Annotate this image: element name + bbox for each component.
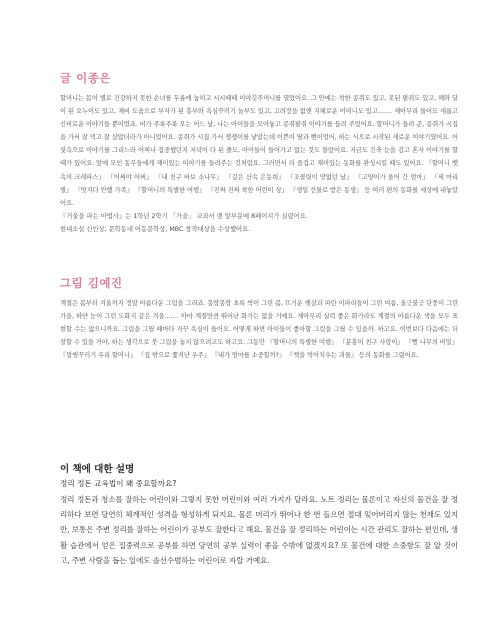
book-description-title: 이 책에 대한 설명 (60, 464, 135, 475)
author-note-textbook: 『거울을 파는 마법사』는 1학년 2학기 「가을」 교과서 맨 앞부분에 8페이지가 실렸어요. (60, 212, 308, 220)
book-description-subtitle: 정리 정돈 교육법이 왜 중요할까요? (60, 479, 177, 488)
illustrator-bio: 계절은 봄부터 겨울까지 정말 아름다운 그림을 그리죠. 몽땅몽땅 초록 싹이 그린 봄, 뜨거운 햇살과 파란 이파리들이 그린 여름, 울긋불긋 단풍이 그린 가을, 하얀 눈이 그린 도화지 같은 겨울……. 아마 계절만큼 뛰어난 화가는 없을 거예요. 제아무리 실력 좋은 화가라도 계절의 아름다운 색을 모두 표현할 수는 없으니까요. 그림을 그릴 때마다 자꾸 욕심이 들어요. 어떻게 하면 아이들이 좋아할 그림을 그릴 수 있을까. 하고요. 이번보다 다음에는 더 잘할 수 있을 거야, 하는 생각으로 붓 그림을 놓지 않으려고도 하고요. 그동안 『할머니의 특별한 여행』 『분홍이 친구 사랑이』 『빵 나무의 비밀』 『말썽꾸러기 우리 할머니』 『집 밖으로 쫓겨난 우주』 『내가 엄마를 소중할까?』 『책을 먹어치우는 괴물』 등의 동화를 그렸어요. (60, 300, 458, 360)
author-heading: 글 이종은 (60, 71, 111, 85)
book-description-body: 정리 정돈과 청소를 잘하는 어린이와 그렇지 못한 어린이와 여러 가지가 달라요. 노트 정리는 물론이고 자신의 물건을 잘 정리하다 보면 당연히 체계적인 성격을 형성하게 되지요. 물론 머리가 뛰어나 한 번 들으면 절대 잊어버리지 않는 천재도 있지만, 보통은 주변 정리를 잘하는 어린이가 공부도 잘한다고 해요. 물건을 잘 정리하는 어린이는 시간 관리도 잘하는 편인데, 생활 습관에서 얻은 집중력으로 공부를 하면 당연히 공부 실력이 좋을 수밖에 없겠지요? 또 물건에 대한 소중함도 잘 알 것이고, 주변 사람을 돕는 일에도 솔선수범하는 어린이로 자랄 거예요. (60, 495, 458, 565)
author-section (60, 70, 458, 236)
author-bio: 할머니는 몸이 별로 건강하지 못한 손녀를 무릎에 눕히고 시시때때 이야깃주머니를 열었어요. 그 안에는 착한 콩쥐도 있고, 못된 팥쥐도 있고, 해와 달이 된 오누이도 있고, 제비 도움으로 부자가 된 흥부와 욕심꾸러기 놀부도 있고, 고려장을 없앤 지혜로운 어머니도 있고……. 제아무리 들어도 새롭고 신비로운 이야기들 뿐이었죠. 비가 주룩주룩 오는 어느 날, 나는 아이들을 모아놓고 콩쥐팥쥐 이야기를 들려 주었어요. 할머니가 들려 준, 콩쥐가 시집을 가서 잘 먹고 잘 살았더라가 아니었어요. 콩쥐가 시집 가서 쟁쟁이를 낳았는데 이쁜이 딸과 뻔이었어, 하는 식으로 시작된 새로운 이야기였어요. 어릿속으로 이야기를 그리느라 어찌나 집중했던지 저녁이 다 된 줄도, 아이들이 들어가고 없는 것도 몰랐어요. 지금도 긴축 눈을 감고 혼자 이야기를 할 때가 있어요. 앞에 모인 동무들에게 재미있는 이야기를 들려주는 것처럼요. 그러면서 더 즐겁고 재미있는 동화를 완성시킬 때도 있어요. 『할머니 뱃속의 크레파스』 『어쩌야 어쩌』 『내 친구 바보 소나무』 『깊은 산속 은동희』 『조콜릿이 맛없던 날』 『고양이가 울어 간 엄마』 『세 마리 별』 『멋지다 안했 가족』 『할머니의 특별한 여행』 『진짜 진짜 착한 어린이 상』 『생일 선물로 받은 동생』 등 여러 편의 동화를 세상에 내놓았어요. (60, 95, 458, 207)
illustrator-section (60, 275, 458, 362)
author-note-awards: 현대소설 신인상, 문학동네 어동문학상, MBC 창작대상을 수상했어요. (60, 225, 251, 233)
book-description-section (60, 461, 458, 568)
illustrator-heading: 그림 김예진 (60, 276, 123, 290)
